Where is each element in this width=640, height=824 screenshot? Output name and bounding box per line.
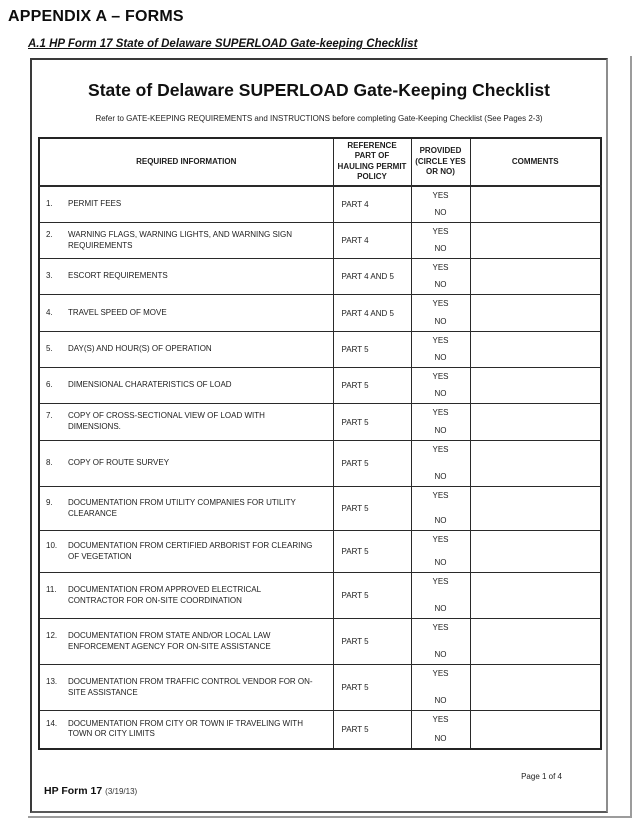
required-information-text: DOCUMENTATION FROM TRAFFIC CONTROL VENDOR FOR ON-SITE ASSISTANCE [68, 676, 313, 697]
yes-option: YES [432, 372, 449, 382]
table-row [39, 332, 601, 368]
yes-option: YES [432, 299, 449, 309]
required-information-text: PERMIT FEES [68, 198, 122, 208]
row-number: 2. [46, 229, 53, 239]
required-information-text: DOCUMENTATION FROM APPROVED ELECTRICAL CONTRACTOR FOR ON-SITE COORDINATION [68, 584, 261, 605]
header-required-information: REQUIRED INFORMATION [39, 138, 333, 186]
yes-option: YES [432, 336, 449, 346]
no-option: NO [434, 353, 447, 363]
yes-option: YES [432, 190, 449, 200]
comments-cell [470, 441, 601, 487]
header-comments: COMMENTS [470, 138, 601, 186]
required-information-text: COPY OF CROSS-SECTIONAL VIEW OF LOAD WITH DIMENSIONS. [68, 411, 265, 432]
appendix-heading: APPENDIX A – FORMS [8, 8, 184, 25]
comments-cell [470, 665, 601, 711]
table-row [39, 665, 601, 711]
reference-part-value: PART 5 [333, 404, 411, 441]
form-date: (3/19/13) [105, 787, 138, 796]
comments-cell [470, 186, 601, 223]
table-row [39, 186, 601, 223]
yes-option: YES [432, 535, 449, 545]
section-heading: A.1 HP Form 17 State of Delaware SUPERLOAD Gate-keeping Checklist [28, 38, 418, 50]
table-row [39, 259, 601, 295]
required-information-text: DIMENSIONAL CHARATERISTICS OF LOAD [68, 380, 232, 390]
reference-part-value: PART 5 [333, 531, 411, 573]
form-instruction: Refer to GATE-KEEPING REQUIREMENTS and INSTRUCTIONS before completing Gate-Keeping Checklist (See Pages 2-3) [95, 114, 543, 123]
checklist-table [38, 137, 602, 750]
row-number: 12. [46, 630, 58, 640]
form-container [30, 58, 608, 813]
reference-part-value: PART 4 AND 5 [333, 259, 411, 295]
required-information-text: DOCUMENTATION FROM STATE AND/OR LOCAL LAW ENFORCEMENT AGENCY FOR ON-SITE ASSISTANCE [68, 630, 271, 651]
row-number: 8. [46, 458, 53, 468]
comments-cell [470, 295, 601, 332]
no-option: NO [434, 733, 447, 743]
header-provided: PROVIDED (CIRCLE YES OR NO) [411, 138, 470, 186]
required-information-text: DOCUMENTATION FROM CERTIFIED ARBORIST FOR CLEARING OF VEGETATION [68, 540, 313, 561]
row-number: 9. [46, 497, 53, 507]
yes-option: YES [432, 227, 449, 237]
comments-cell [470, 368, 601, 404]
reference-part-value: PART 5 [333, 573, 411, 619]
reference-part-value: PART 4 [333, 186, 411, 223]
form-id [44, 785, 137, 797]
yes-option: YES [432, 577, 449, 587]
no-option: NO [434, 280, 447, 290]
row-number: 11. [46, 584, 57, 594]
yes-option: YES [432, 669, 449, 679]
row-number: 3. [46, 271, 53, 281]
table-row [39, 223, 601, 259]
comments-cell [470, 223, 601, 259]
reference-part-value: PART 5 [333, 441, 411, 487]
no-option: NO [434, 558, 447, 568]
table-row [39, 295, 601, 332]
table-row [39, 487, 601, 531]
comments-cell [470, 259, 601, 295]
row-number: 14. [46, 718, 58, 728]
comments-cell [470, 332, 601, 368]
yes-option: YES [432, 715, 449, 725]
reference-part-value: PART 5 [333, 368, 411, 404]
table-row [39, 441, 601, 487]
row-number: 13. [46, 676, 58, 686]
reference-part-value: PART 5 [333, 665, 411, 711]
reference-part-value: PART 5 [333, 487, 411, 531]
no-option: NO [434, 650, 447, 660]
no-option: NO [434, 604, 447, 614]
table-row [39, 619, 601, 665]
required-information-text: DOCUMENTATION FROM CITY OR TOWN IF TRAVELING WITH TOWN OR CITY LIMITS [68, 718, 303, 739]
yes-option: YES [432, 623, 449, 633]
row-number: 4. [46, 307, 53, 317]
yes-option: YES [432, 408, 449, 418]
comments-cell [470, 619, 601, 665]
table-row [39, 573, 601, 619]
no-option: NO [434, 244, 447, 254]
comments-cell [470, 711, 601, 749]
required-information-text: DAY(S) AND HOUR(S) OF OPERATION [68, 344, 212, 354]
yes-option: YES [432, 491, 449, 501]
required-information-text: COPY OF ROUTE SURVEY [68, 458, 170, 468]
header-reference-part: REFERENCE PART OF HAULING PERMIT POLICY [333, 138, 411, 186]
comments-cell [470, 487, 601, 531]
comments-cell [470, 531, 601, 573]
required-information-text: WARNING FLAGS, WARNING LIGHTS, AND WARNING SIGN REQUIREMENTS [68, 229, 293, 250]
comments-cell [470, 573, 601, 619]
row-number: 5. [46, 344, 53, 354]
yes-option: YES [432, 263, 449, 273]
table-row [39, 404, 601, 441]
no-option: NO [434, 696, 447, 706]
reference-part-value: PART 4 [333, 223, 411, 259]
reference-part-value: PART 5 [333, 619, 411, 665]
no-option: NO [434, 516, 447, 526]
table-row [39, 368, 601, 404]
row-number: 7. [46, 411, 53, 421]
page-number: Page 1 of 4 [521, 772, 562, 781]
no-option: NO [434, 389, 447, 399]
required-information-text: DOCUMENTATION FROM UTILITY COMPANIES FOR UTILITY CLEARANCE [68, 497, 296, 518]
reference-part-value: PART 5 [333, 332, 411, 368]
table-row [39, 531, 601, 573]
no-option: NO [434, 472, 447, 482]
row-number: 6. [46, 380, 53, 390]
comments-cell [470, 404, 601, 441]
required-information-text: ESCORT REQUIREMENTS [68, 271, 168, 281]
table-row [39, 711, 601, 749]
required-information-text: TRAVEL SPEED OF MOVE [68, 307, 167, 317]
reference-part-value: PART 5 [333, 711, 411, 749]
form-id-label: HP Form 17 [44, 785, 103, 797]
no-option: NO [434, 208, 447, 218]
no-option: NO [434, 426, 447, 436]
row-number: 10. [46, 540, 58, 550]
no-option: NO [434, 317, 447, 327]
header-row [39, 138, 601, 186]
reference-part-value: PART 4 AND 5 [333, 295, 411, 332]
row-number: 1. [46, 198, 53, 208]
form-title: State of Delaware SUPERLOAD Gate-Keeping Checklist [88, 80, 550, 100]
yes-option: YES [432, 445, 449, 455]
